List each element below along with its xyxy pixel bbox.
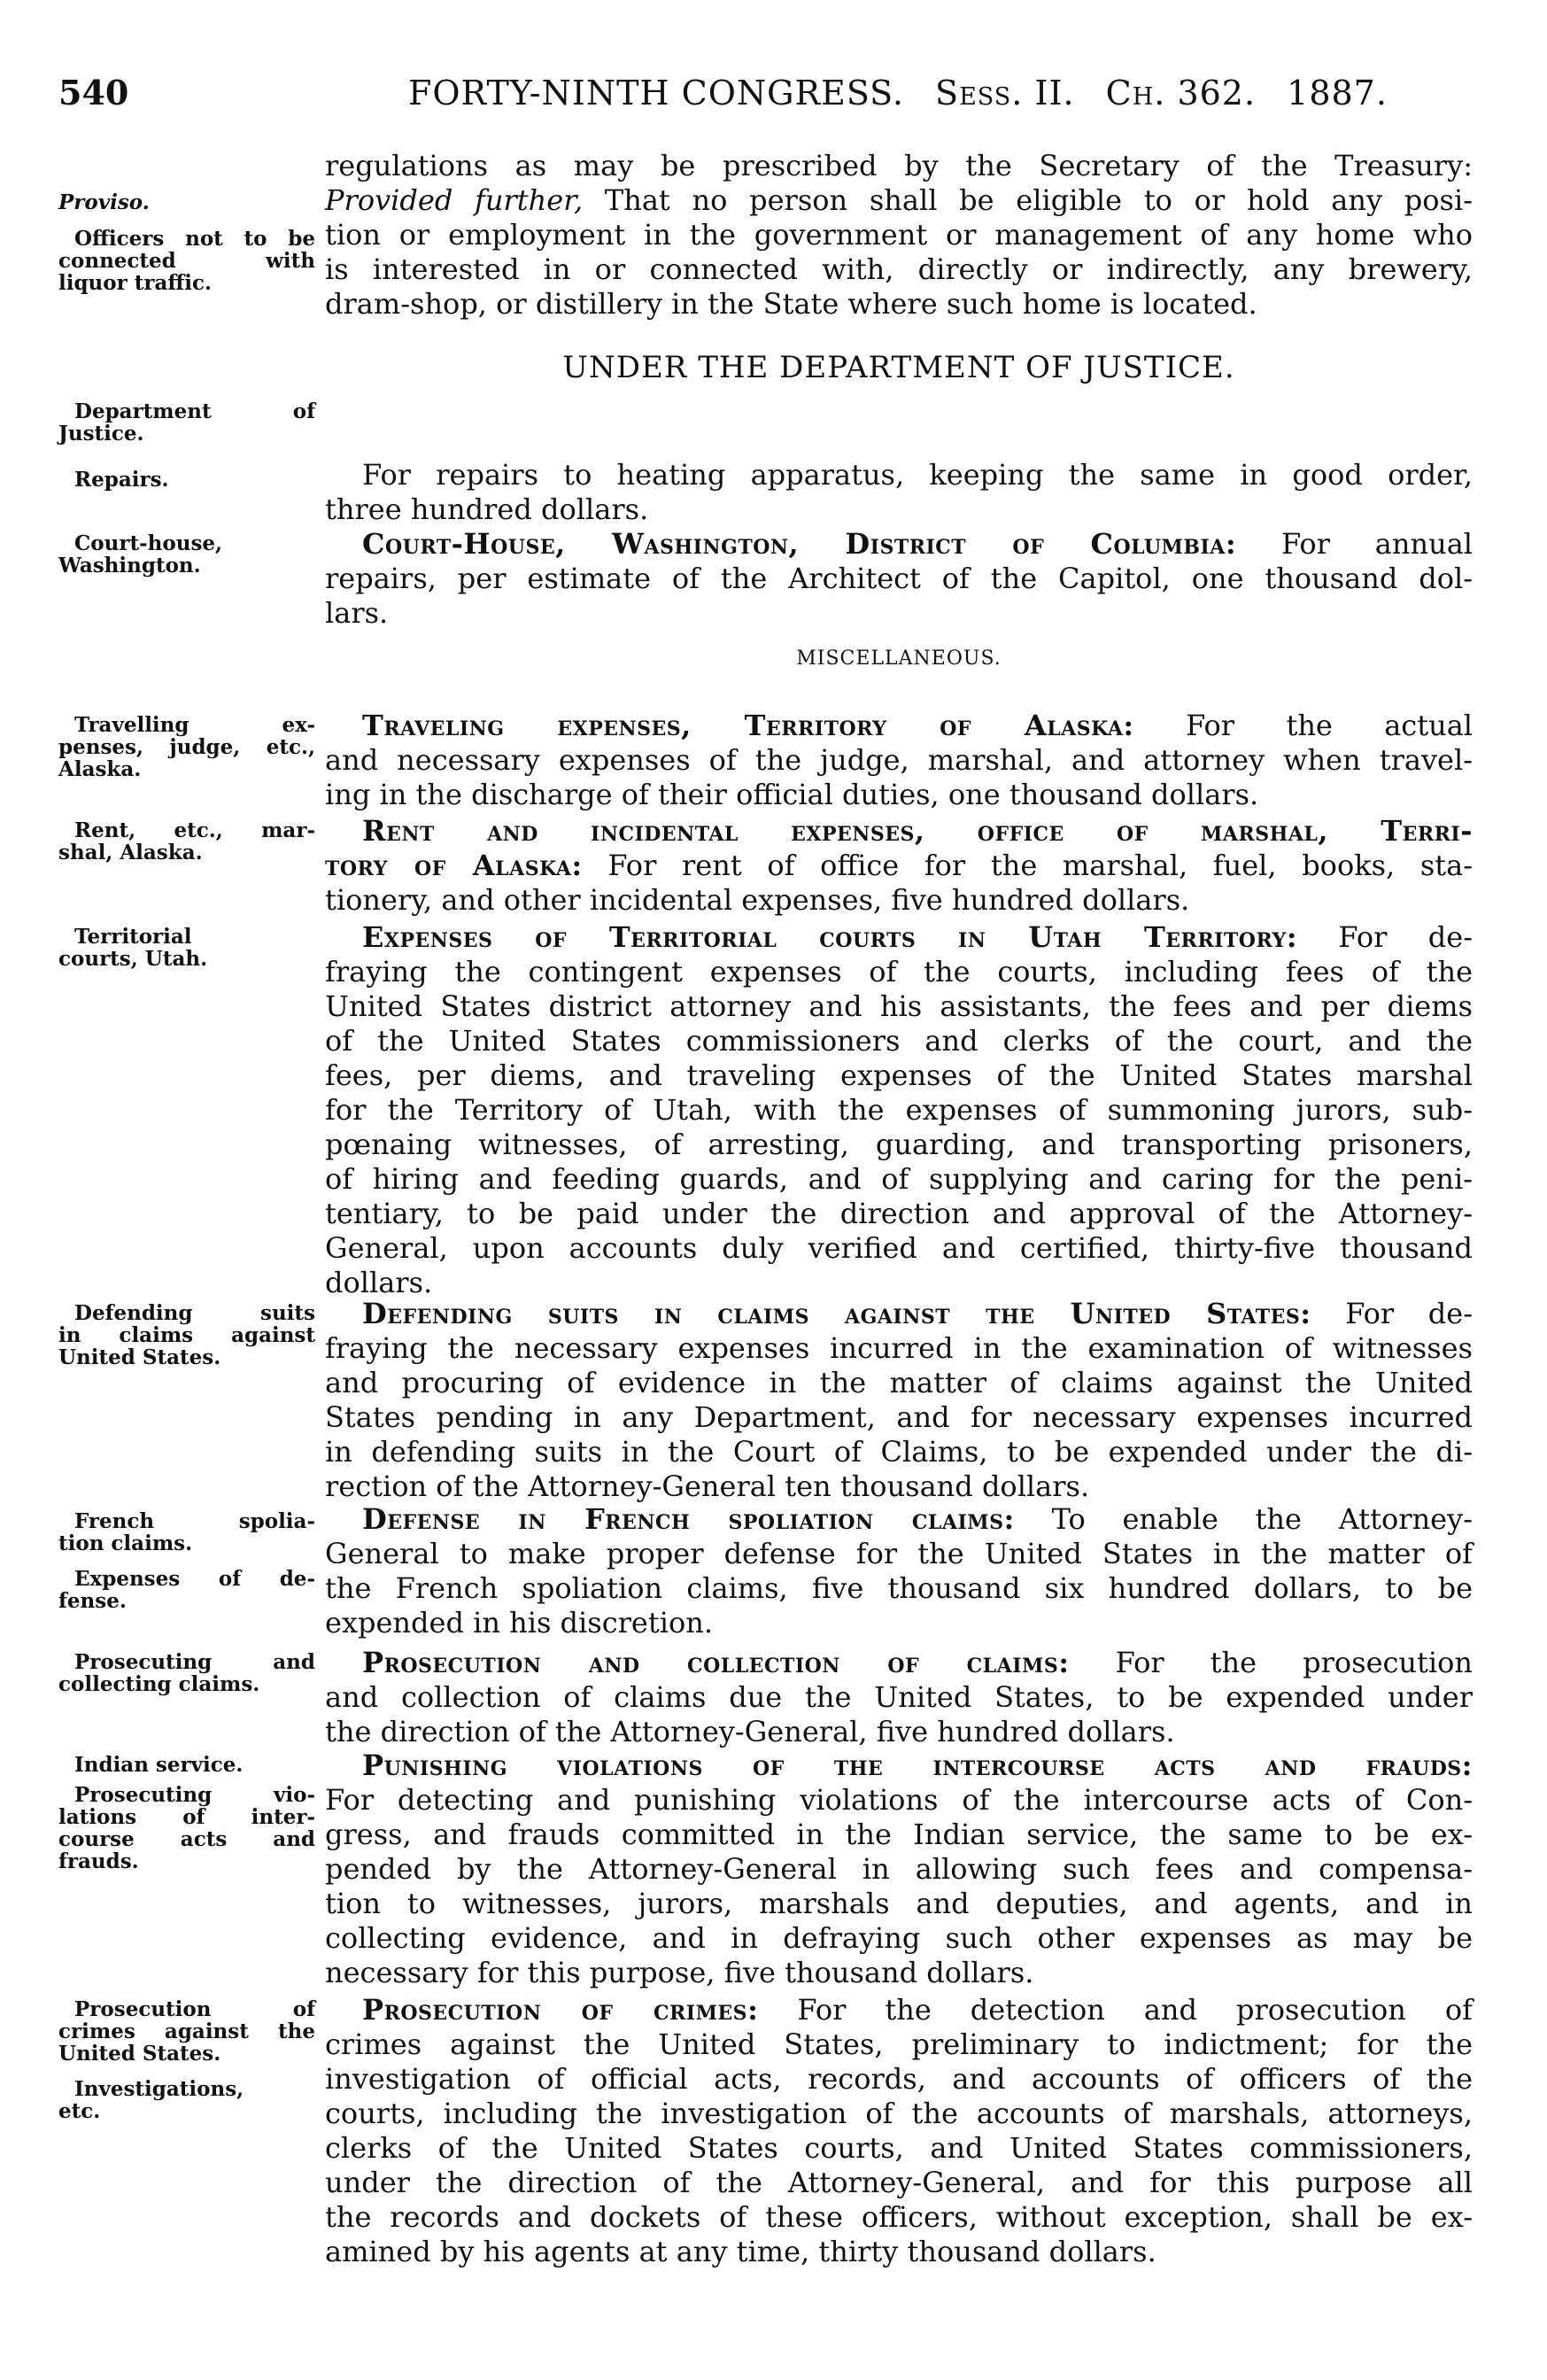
line-text: For de- [1297, 920, 1473, 954]
line-text: To enable the Attorney- [1014, 1502, 1473, 1536]
text-line: amined by his agents at any time, thirty thousand dollars. [325, 2235, 1156, 2268]
text-line: pended by the Attorney-General in allowing such fees and compensa- [325, 1852, 1473, 1886]
margin-note-travelling [58, 714, 315, 780]
subheading: MISCELLANEOUS. [796, 647, 1002, 670]
margin-note-proviso [58, 191, 315, 213]
line-text: That no person shall be eligible to or hold any posi- [583, 183, 1474, 217]
text-line: gress, and frauds committed in the Indian service, the same to be ex- [325, 1818, 1473, 1851]
session: Sess. II. [935, 74, 1075, 112]
text-line: of the United States commissioners and clerks of the court, and the [325, 1024, 1473, 1058]
small-caps-lead: Court-House, Washington, District of Columbia: [362, 527, 1237, 561]
text-line: lations of inter- [58, 1805, 315, 1829]
text-line: the records and dockets of these officers, without exception, shall be ex- [325, 2200, 1473, 2234]
text-line: Territorial [74, 925, 192, 949]
text-line: Officers not to be [74, 227, 315, 251]
text-line: Justice. [58, 422, 144, 446]
text-line: Expenses of de- [74, 1567, 315, 1591]
text-line: is interested in or connected with, directly or indirectly, any brewery, [325, 252, 1473, 286]
text-line: courts, Utah. [58, 947, 208, 971]
text-line: under the direction of the Attorney-General, and for this purpose all [325, 2166, 1473, 2199]
text-line: connected with [58, 249, 315, 273]
text-line: Rent, etc., mar- [74, 818, 315, 842]
text-line: the direction of the Attorney-General, five hundred dollars. [325, 1715, 1175, 1748]
small-caps-lead: Expenses of Territorial courts in Utah Territory: [362, 920, 1298, 954]
chapter: Ch. 362. [1105, 74, 1257, 112]
paragraph-prosecution-crimes [325, 1993, 1473, 2269]
text-line: liquor traffic. [58, 271, 213, 295]
line-text: For the detection and prosecution of [758, 1993, 1473, 2027]
margin-note-french [58, 1510, 315, 1554]
text-line: fense. [58, 1589, 127, 1613]
italic-text: Provided further, [325, 183, 584, 217]
year: 1887. [1287, 74, 1388, 112]
text-line: dram-shop, or distillery in the State where such home is located. [325, 287, 1257, 321]
margin-note-expenses-defense [58, 1568, 315, 1612]
text-line: tentiary, to be paid under the direction and approval of the Attorney- [325, 1197, 1473, 1230]
line-text: For annual [1236, 527, 1473, 561]
running-header [58, 71, 1413, 115]
text-line: for the Territory of Utah, with the expenses of summoning jurors, sub- [325, 1093, 1473, 1127]
margin-note-repairs [58, 469, 315, 491]
text-line: dollars. [325, 1266, 433, 1299]
text-line: in claims against [58, 1323, 315, 1347]
margin-note-defending [58, 1302, 315, 1368]
text-line: the French spoliation claims, five thousand six hundred dollars, to be [325, 1571, 1473, 1605]
congress-title: FORTY-NINTH CONGRESS. [408, 74, 904, 112]
text-line: States pending in any Department, and for necessary expenses incurred [325, 1400, 1473, 1434]
text-line [325, 527, 1473, 562]
text-line: frauds. [58, 1849, 139, 1873]
text-line: For detecting and punishing violations of the intercourse acts of Con- [325, 1783, 1473, 1817]
running-title [408, 71, 1407, 115]
text-line: fraying the necessary expenses incurred in the examination of witnesses [325, 1331, 1473, 1365]
paragraph-defending-suits [325, 1297, 1473, 1504]
text-line: tion claims. [58, 1531, 193, 1555]
text-line [58, 191, 315, 213]
text-line: lars. [325, 596, 389, 630]
small-caps-lead: Defense in French spoliation claims: [362, 1502, 1015, 1536]
text-line: of hiring and feeding guards, and of supplying and caring for the peni- [325, 1162, 1473, 1196]
text-line: necessary for this purpose, five thousand dollars. [325, 1956, 1034, 1989]
text-line: General to make proper defense for the United States in the matter of [325, 1537, 1473, 1570]
paragraph-prosecution-claims [325, 1646, 1473, 1749]
text-line: French spolia- [74, 1509, 315, 1533]
text-line: For repairs to heating apparatus, keeping the same in good order, [362, 458, 1473, 492]
text-line: and procuring of evidence in the matter of claims against the United [325, 1366, 1473, 1399]
text-line: tion to witnesses, jurors, marshals and deputies, and agents, and in [325, 1887, 1473, 1920]
text-line: Court-house, [74, 531, 223, 555]
italic-text: Proviso. [58, 190, 150, 214]
small-caps-lead: tory of Alaska: [325, 849, 583, 882]
text-line: tion or employment in the government or management of any home who [325, 218, 1473, 252]
paragraph-traveling-expenses [325, 709, 1473, 812]
line-text: For rent of office for the marshal, fuel, books, sta- [582, 849, 1474, 882]
text-line [325, 1993, 1473, 2027]
text-line: etc. [58, 2099, 101, 2123]
section-heading: UNDER THE DEPARTMENT OF JUSTICE. [562, 350, 1235, 385]
text-line: Indian service. [74, 1753, 244, 1777]
text-line: Prosecuting and [74, 1650, 315, 1674]
text-line [325, 1502, 1473, 1537]
text-line: Defending suits [74, 1301, 315, 1325]
text-line: penses, judge, etc., [58, 735, 315, 759]
text-line: Alaska. [58, 757, 142, 781]
margin-note-prosecuting-claims [58, 1651, 315, 1695]
margin-note-intercourse [58, 1784, 315, 1872]
margin-note-territorial [58, 926, 315, 970]
margin-note-officers [58, 228, 315, 294]
text-line: course acts and [58, 1827, 315, 1851]
text-line: United States. [58, 2042, 221, 2066]
page-number: 540 [58, 73, 129, 112]
text-line: Department of [74, 399, 315, 423]
paragraph-french-spoliation [325, 1502, 1473, 1640]
text-line [325, 1297, 1473, 1331]
text-line: shal, Alaska. [58, 841, 203, 864]
small-caps-lead: Traveling expenses, Territory of Alaska: [362, 709, 1134, 742]
text-line: Travelling ex- [74, 713, 315, 737]
text-line [325, 183, 1473, 218]
line-text: For the prosecution [1069, 1646, 1474, 1679]
text-line: ing in the discharge of their official duties, one thousand dollars. [325, 778, 1259, 811]
text-line: investigation of official acts, records, and accounts of officers of the [325, 2062, 1473, 2096]
text-line: and collection of claims due the United States, to be expended under [325, 1680, 1473, 1714]
text-line: collecting claims. [58, 1672, 260, 1696]
text-line [325, 1646, 1473, 1680]
text-line: Prosecuting vio- [74, 1783, 315, 1807]
margin-note-investigations [58, 2078, 315, 2122]
text-line: fees, per diems, and traveling expenses of the United States marshal [325, 1058, 1473, 1092]
text-line: pœnaing witnesses, of arresting, guarding, and transporting prisoners, [325, 1128, 1473, 1161]
line-text: For de- [1311, 1297, 1473, 1330]
text-line: regulations as may be prescribed by the Secretary of the Treasury: [325, 149, 1473, 182]
text-line: General, upon accounts duly verified and certified, thirty-five thousand [325, 1231, 1473, 1265]
text-line: tionery, and other incidental expenses, five hundred dollars. [325, 883, 1190, 917]
margin-note-rent [58, 819, 315, 864]
text-line: United States. [58, 1345, 221, 1369]
text-line: clerks of the United States courts, and United States commissioners, [325, 2131, 1473, 2165]
text-line: Prosecution of [74, 1997, 315, 2021]
text-line: expended in his discretion. [325, 1606, 713, 1640]
text-line [325, 1748, 1473, 1783]
text-line: crimes against the United States, preliminary to indictment; for the [325, 2027, 1473, 2061]
small-caps-lead: Defending suits in claims against the United States: [362, 1297, 1311, 1330]
small-caps-lead: Punishing violations of the intercourse acts and frauds: [362, 1748, 1473, 1782]
margin-note-department [58, 400, 315, 445]
text-line [325, 814, 1473, 849]
small-caps-lead: Prosecution of crimes: [362, 1993, 759, 2027]
text-line: Repairs. [74, 468, 169, 492]
margin-note-court-house [58, 532, 315, 577]
paragraph-intercourse-acts [325, 1748, 1473, 1990]
small-caps-lead: Rent and incidental expenses, office of marshal, Terri- [362, 814, 1473, 848]
text-line: and necessary expenses of the judge, marshal, and attorney when travel- [325, 743, 1473, 777]
text-line: rection of the Attorney-General ten thousand dollars. [325, 1469, 1090, 1503]
line-text: For the actual [1133, 709, 1474, 742]
paragraph-repairs [325, 458, 1473, 527]
text-line: Washington. [58, 554, 201, 578]
text-line: United States district attorney and his assistants, the fees and per diems [325, 989, 1473, 1023]
text-line: in defending suits in the Court of Claims, to be expended under the di- [325, 1435, 1473, 1469]
paragraph-rent-alaska [325, 814, 1473, 918]
text-line: Investigations, [74, 2077, 244, 2101]
margin-note-crimes [58, 1998, 315, 2065]
paragraph-continuation [325, 149, 1473, 322]
small-caps-lead: Prosecution and collection of claims: [362, 1646, 1070, 1679]
text-line: three hundred dollars. [325, 492, 649, 526]
text-line [325, 709, 1473, 743]
text-line: crimes against the [58, 2020, 315, 2043]
margin-note-indian-service [58, 1754, 315, 1776]
paragraph-utah-courts [325, 920, 1473, 1300]
text-line: fraying the contingent expenses of the courts, including fees of the [325, 955, 1473, 988]
text-line: repairs, per estimate of the Architect of the Capitol, one thousand dol- [325, 562, 1473, 595]
text-line: courts, including the investigation of the accounts of marshals, attorneys, [325, 2097, 1473, 2130]
text-line [325, 920, 1473, 955]
text-line [325, 849, 1473, 883]
paragraph-court-house [325, 527, 1473, 631]
text-line: collecting evidence, and in defraying such other expenses as may be [325, 1921, 1473, 1955]
